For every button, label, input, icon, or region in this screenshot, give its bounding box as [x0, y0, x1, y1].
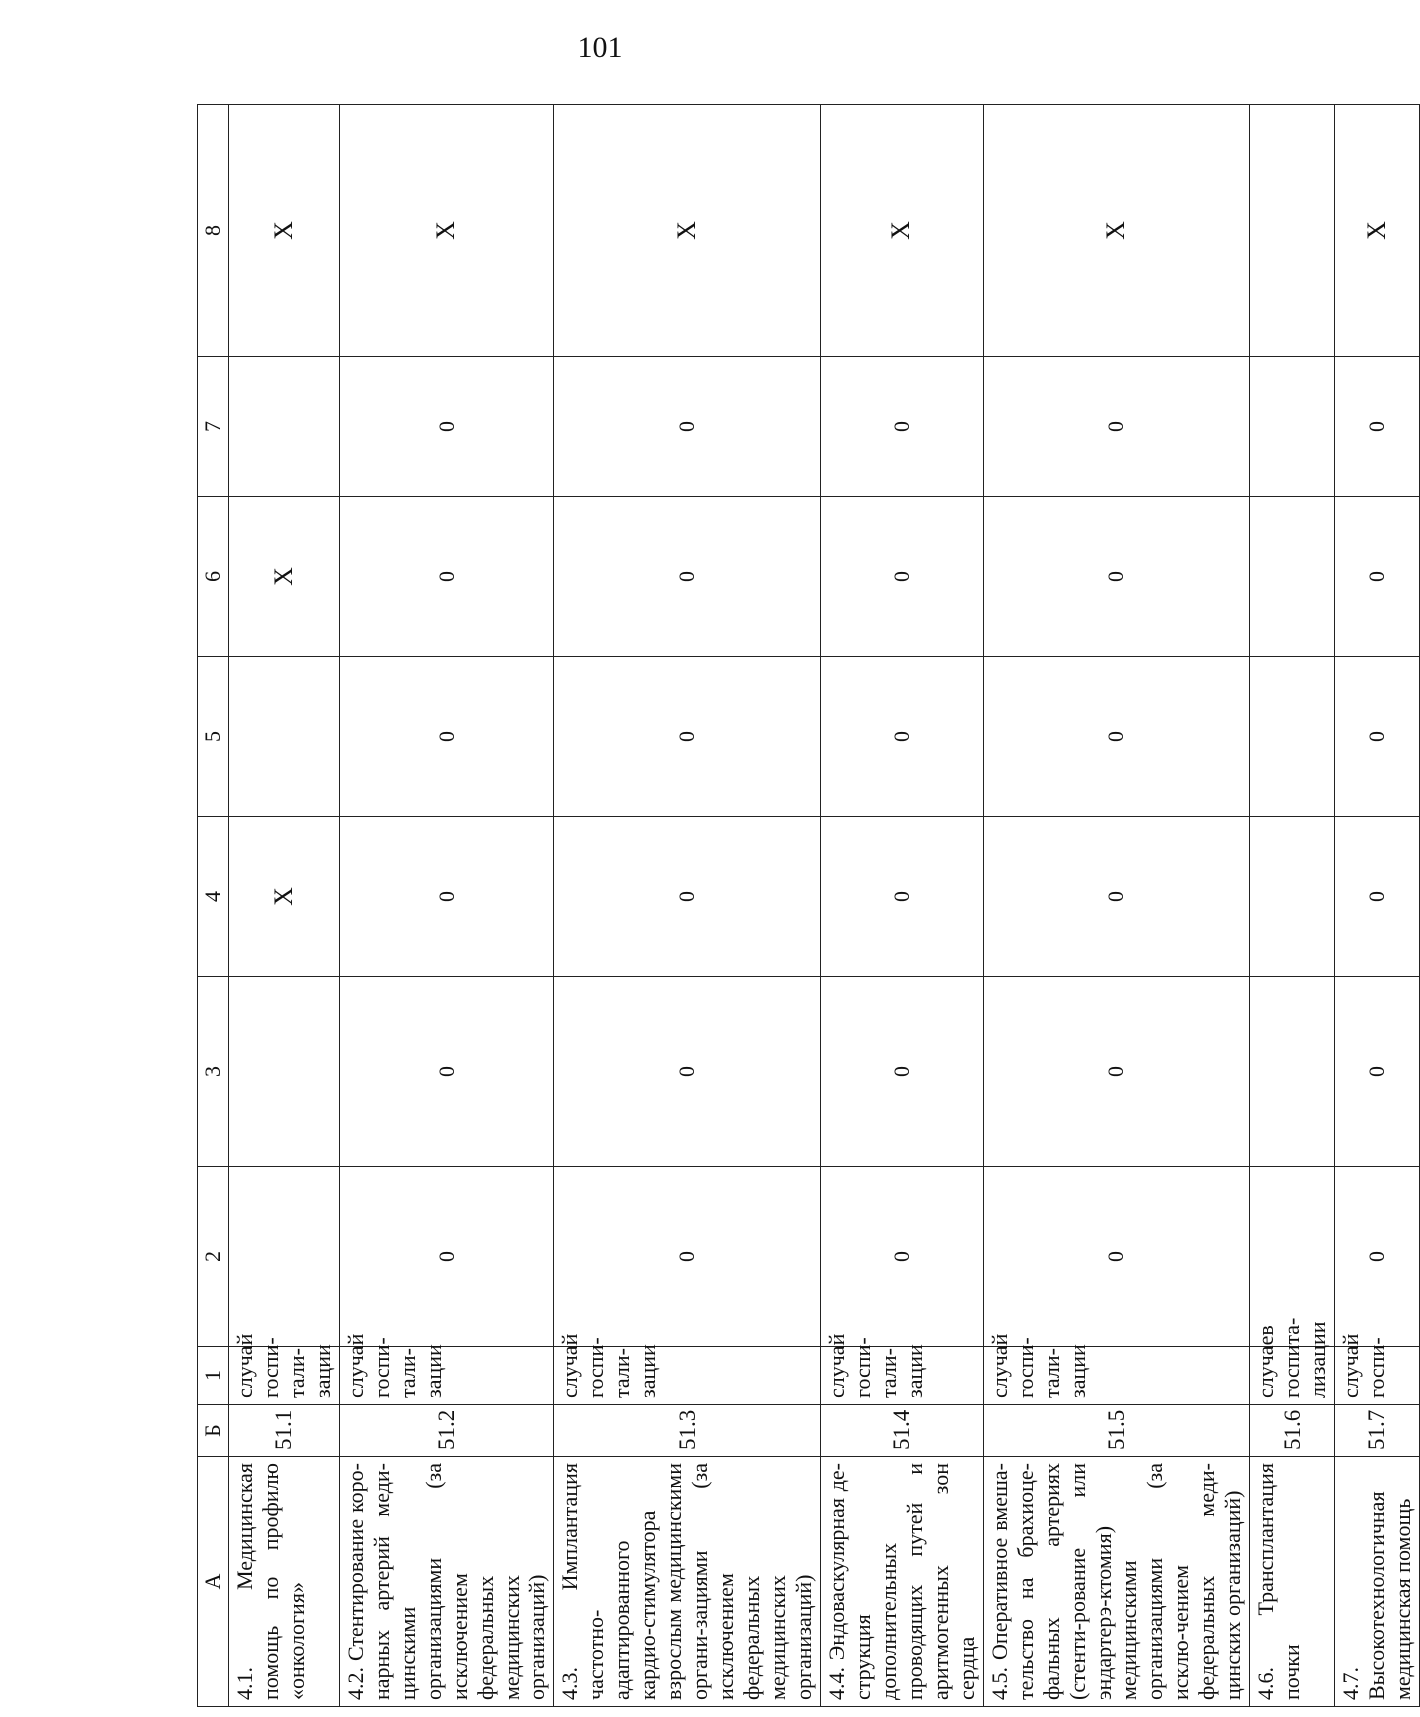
- unit-cell: случай госпи-тали-зации: [339, 1347, 554, 1405]
- value-cell: 0: [820, 977, 983, 1167]
- value-cell: X: [229, 817, 340, 977]
- value-cell: 0: [983, 497, 1250, 657]
- column-header: 4: [198, 817, 229, 977]
- value-cell: 0: [1335, 497, 1420, 657]
- value-cell: X: [983, 105, 1250, 357]
- value-cell: [229, 1167, 340, 1347]
- value-cell: 0: [820, 657, 983, 817]
- value-cell: [229, 977, 340, 1167]
- unit-cell: случай госпи-: [1335, 1347, 1420, 1405]
- value-cell: 0: [820, 357, 983, 497]
- table-row: [554, 105, 821, 1707]
- column-header: А: [198, 1457, 229, 1707]
- value-cell: 0: [554, 657, 821, 817]
- value-cell: 0: [983, 977, 1250, 1167]
- value-cell: 0: [983, 817, 1250, 977]
- rotated-table-container: [197, 105, 1415, 1707]
- row-code-cell: 51.1: [229, 1405, 340, 1457]
- value-cell: 0: [339, 1167, 554, 1347]
- row-code-cell: 51.5: [983, 1405, 1250, 1457]
- value-cell: X: [229, 105, 340, 357]
- value-cell: [1250, 105, 1335, 357]
- row-code-cell: 51.7: [1335, 1405, 1420, 1457]
- value-cell: 0: [339, 817, 554, 977]
- value-cell: 0: [339, 497, 554, 657]
- table-row: [339, 105, 554, 1707]
- value-cell: 0: [339, 657, 554, 817]
- table-row: [1250, 105, 1335, 1707]
- value-cell: X: [554, 105, 821, 357]
- value-cell: [1250, 357, 1335, 497]
- value-cell: 0: [1335, 657, 1420, 817]
- data-table: [197, 104, 1420, 1707]
- column-header: 3: [198, 977, 229, 1167]
- column-header: Б: [198, 1405, 229, 1457]
- value-cell: [1250, 657, 1335, 817]
- value-cell: X: [229, 497, 340, 657]
- column-header: 1: [198, 1347, 229, 1405]
- table-row: [229, 105, 340, 1707]
- value-cell: [1250, 977, 1335, 1167]
- value-cell: 0: [820, 817, 983, 977]
- value-cell: [1250, 497, 1335, 657]
- column-header: 7: [198, 357, 229, 497]
- value-cell: X: [820, 105, 983, 357]
- row-name-cell: 4.3. Имплантация частотно-адаптированного кардио-стимулятора взрослым медицинскими органи-зациями (за исключением федеральных медицинских организаций): [554, 1457, 821, 1707]
- table-row: [1335, 105, 1420, 1707]
- value-cell: 0: [983, 357, 1250, 497]
- unit-cell: случай госпи-тали-зации: [820, 1347, 983, 1405]
- value-cell: 0: [820, 497, 983, 657]
- unit-cell: случай госпи-тали-зации: [554, 1347, 821, 1405]
- value-cell: 0: [983, 1167, 1250, 1347]
- row-name-cell: 4.6. Трансплантация почки: [1250, 1457, 1335, 1707]
- value-cell: [1250, 817, 1335, 977]
- unit-cell: случай госпи-тали-зации: [229, 1347, 340, 1405]
- value-cell: 0: [554, 817, 821, 977]
- column-header: 5: [198, 657, 229, 817]
- value-cell: [229, 357, 340, 497]
- value-cell: 0: [554, 1167, 821, 1347]
- row-code-cell: 51.4: [820, 1405, 983, 1457]
- value-cell: 0: [339, 357, 554, 497]
- value-cell: X: [1335, 105, 1420, 357]
- row-code-cell: 51.2: [339, 1405, 554, 1457]
- table-row: [820, 105, 983, 1707]
- value-cell: [229, 657, 340, 817]
- row-name-cell: 4.1. Медицинская помощь по профилю «онкология»: [229, 1457, 340, 1707]
- value-cell: 0: [554, 497, 821, 657]
- row-code-cell: 51.6: [1250, 1405, 1335, 1457]
- value-cell: 0: [1335, 817, 1420, 977]
- row-name-cell: 4.7. Высокотехнологичная медицинская помощь: [1335, 1457, 1420, 1707]
- value-cell: 0: [1335, 1167, 1420, 1347]
- unit-cell: случаев госпита-лизации: [1250, 1347, 1335, 1405]
- value-cell: 0: [820, 1167, 983, 1347]
- row-name-cell: 4.2. Стентирование коро-нарных артерий меди-цинскими организациями (за исключением федеральных медицинских организаций): [339, 1457, 554, 1707]
- row-name-cell: 4.4. Эндоваскулярная де-струкция дополнительных проводящих путей и аритмогенных зон сердца: [820, 1457, 983, 1707]
- column-header: 2: [198, 1167, 229, 1347]
- table-row: [983, 105, 1250, 1707]
- unit-cell: случай госпи-тали-зации: [983, 1347, 1250, 1405]
- value-cell: 0: [554, 357, 821, 497]
- row-code-cell: 51.3: [554, 1405, 821, 1457]
- header-row: [198, 105, 229, 1707]
- value-cell: 0: [554, 977, 821, 1167]
- value-cell: 0: [1335, 977, 1420, 1167]
- value-cell: X: [339, 105, 554, 357]
- page-number: 101: [577, 31, 623, 64]
- value-cell: 0: [339, 977, 554, 1167]
- column-header: 6: [198, 497, 229, 657]
- column-header: 8: [198, 105, 229, 357]
- row-name-cell: 4.5. Оперативное вмеша-тельство на брахиоце-фальных артериях (стенти-рование или эндартерэ-ктомия) медицинскими организациями (за исклю-чением федеральных меди-цинских организаций): [983, 1457, 1250, 1707]
- value-cell: 0: [983, 657, 1250, 817]
- value-cell: 0: [1335, 357, 1420, 497]
